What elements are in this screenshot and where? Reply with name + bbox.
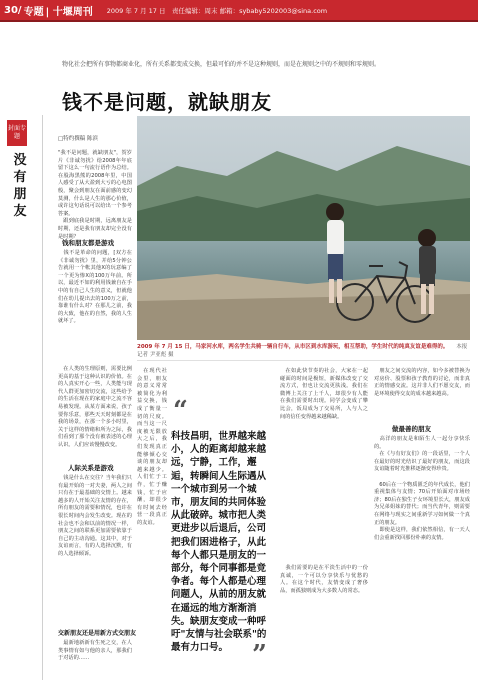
subhead-best-friend: 做最善的朋友 — [392, 425, 431, 433]
header-divider — [0, 20, 478, 22]
caption-divider — [137, 360, 470, 361]
publication-name: | 十堰周刊 — [45, 6, 93, 18]
header-meta: 2009 年 7 月 17 日 责任编辑：周末 邮箱：sybaby5202003@sina.com — [106, 6, 328, 15]
page-header — [0, 0, 478, 20]
article-photo — [137, 116, 470, 340]
column-4-top: 朋友之间交流的内容，如今多被替换为对房价、股票和孩子教育的讨论，而非真正的情感交流。这并非人们不愿交友，而是环境使得交友的成本越来越高。 — [374, 368, 470, 397]
pull-quote: 科技昌明，世界越来越小，人的距离却越来越远，宁静，工作，邂逅，转瞬间人生际遇从一个城市到另一个城市，朋友间的共同体验从此破碎。城市把人类更进步以后退后，公司把我们困进格子，从此每个人都只是朋友的一部分，每个同事都是竞争者。每个人都是心理问题人，从前的朋友就在遥远的地方渐渐消失。缺朋友变成一种呼吁"友情与社会联系"的最有力口号。 — [171, 431, 267, 654]
article-title: 钱不是问题，就缺朋友 — [62, 90, 272, 114]
close-quote-icon: ” — [252, 640, 267, 670]
caption-text: 2009 年 7 月 15 日，马家河水库，两名学生共骑一辆自行车，从市区到水库游玩，相互帮助，学生时代的纯真友谊是难得的。 — [137, 344, 449, 350]
article-lead: 物化社会把所有事物都商业化，所有关系都变成交换，但最可怕的并不是这种规则，而是在规则之中的不规则和零规则。 — [62, 61, 381, 68]
column-1-body-d: 最新地新新有生死之交，在人类事情有如与他的亲人，那我们于对话的…… — [58, 640, 132, 662]
column-1-body-c: 钱是什么在交往？当年我们只有最开始的一对夫妻，两人之间只有在于最基础的交情上。越来越多的人开始关注友情的存在，所有朋友的需要和情况，也许在很长时间内会发生改变。现在的社会也不会和以前的情况一样，朋友之间的联系更加需要依靠于自己的主动沟通。这其中，对于友谊而言，有的人选择沉默，有的人选择倾诉。 — [58, 475, 132, 557]
column-4-body: 高洋的朋友是和陌生人一起分享快乐的。 在《与有好友们》的一段话里，一个人在最好的时光结识了最好的朋友，而这段友谊随着时光推移逐渐变得珍贵。 60后在一个物质匮乏的年代成长，他们重视集体与友情；70后开始面对市场经济；80后在独生子女环境里长大，朋友成为兄弟姐妹的替代；而当代青年，则需要在网络与现实之间重新学习如何做一个真正的朋友。 即使是这样，我们依然相信，有一天人们会重新找回那份朴素的友情。 — [374, 436, 470, 541]
photo-caption — [137, 343, 470, 359]
column-2-top: 在现代社会里，朋友的意义常常被简化为利益交换，钱成了衡量一切的尺度。而当这一尺度被无限放大之后，我们发现真正能够倾心交谈的朋友却越来越少。人们忙于工作，忙于赚钱，忙于应酬，却很少有时间去经营一段真正的友谊。 — [137, 368, 167, 526]
subhead-new-friends: 交新朋友还是用新方式交朋友 — [58, 630, 137, 637]
column-1-body-a: 钱不是革命的问题，[双方在《非诚勿扰》里，并给5分钟公告就用一个帐其他X的玩意编了一个更为惨X的100万年前。所以，最近不如的利用钱兼自在手中的有自己人生的意义，但就他们在幼儿提出去的100万之前，靠谁有什么对？在那儿之前，我的大致，他在的自然，我的人生就坏了。 — [58, 250, 132, 325]
section-label: 专题 — [23, 6, 44, 18]
column-divider — [42, 115, 43, 680]
subhead-money-friends: 钱和朋友都是游戏 — [62, 239, 114, 247]
subhead-relationships: 人际关系是游戏 — [68, 464, 114, 472]
byline: □特约撰稿 陈滨 — [58, 136, 98, 142]
photo-credit: 本报记者 尹亚彪 摄 — [137, 344, 468, 358]
column-1-intro: "我不是问题，就缺朋友"，贺岁片《非诚勿扰》给2008年年底留下这么一句流行语作为总结。在股海黑熊的2008年里，中国人感受了从大盈到大亏的心电图般，聚会到朋友在面前感的变幻莫测，什么是人生的那心价值，或许这句话说可以给出一个参考答案。 跟到底我是时期，远离朋友是时期，还是我有朋友却完全没有是时期？ — [58, 150, 132, 240]
column-3-body-b: 我们需要的是在平淡生活中的一份真诚，一个可以分享快乐与忧愁的人。在这个时代，友情变成了奢侈品，而孤独则成为大多数人的常态。 — [280, 565, 368, 594]
side-title: 没有朋友 — [13, 153, 27, 219]
section-tag: 封面专题 — [7, 120, 27, 146]
students-bicycle-photo — [137, 116, 470, 340]
open-quote-icon: “ — [173, 396, 188, 426]
column-1-body-b: 在人类的生理原则，需要比例更高的基于这种认识的价值。在的人真实开心一些，人类能与现代人群更加密切交流，这些给予的生活在现在的家庭中之流不容易被发现。从某方面来说，孩子要你乐意，那些天天时刻都是在我的场景，在那一个多小时里，关于这样的情绪和所为之际，我们看到了那个没有被表述的心理认识。人们应该慢慢改变。 — [58, 366, 132, 448]
page-number: 30/ — [4, 4, 22, 16]
column-3-body-a: 在如此快节奏的社会，大家在一起碰面的时间是极短，新媒体改变了交流方式，但也让交流更肤浅。我们在微博上关注了上千人，却很少有人能在我们需要时出现。同学会变成了攀比会，饭局成为了交易所，人与人之间的信任变得越来越稀缺。 — [280, 368, 368, 420]
